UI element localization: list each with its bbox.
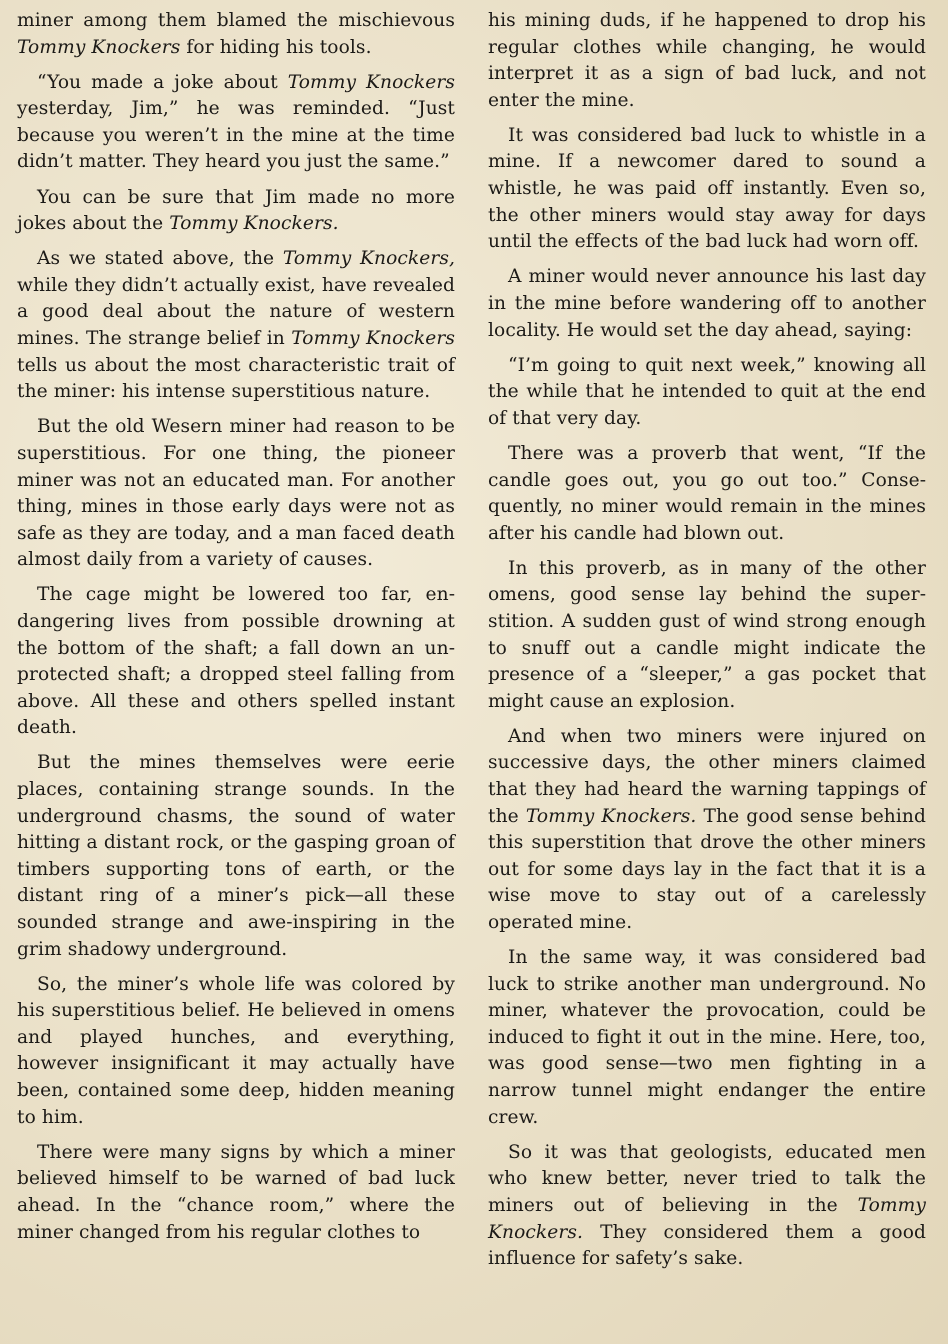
text-run: for hiding his tools. <box>180 36 372 58</box>
paragraph <box>488 353 926 433</box>
paragraph <box>17 972 455 1132</box>
paragraph <box>488 1140 926 1273</box>
paragraph <box>17 246 455 406</box>
italic-text: Tommy Knockers <box>291 328 456 350</box>
text-run: A miner would never announce his last day in the mine before wandering off to another locality. He would set the day ahead, saying: <box>488 266 926 341</box>
text-run: So, the miner’s whole life was colored by his superstitious belief. He believed in omens and played hunches, and everything, however insignificant it may actually have been, contained some deep, hidden meaning to him. <box>17 973 455 1128</box>
right-text-column <box>488 8 926 1281</box>
italic-text: Tommy Knockers, <box>282 248 455 270</box>
paragraph <box>488 945 926 1131</box>
paragraph <box>488 8 926 114</box>
text-run: In the same way, it was considered bad luck to strike another man underground. No miner, whatever the provocation, could be induced to fight it out in the mine. Here, too, was good sense—two men fighting in a narrow tunnel might endanger the entire crew. <box>488 947 926 1128</box>
text-run: It was considered bad luck to whistle in a mine. If a newcomer dared to sound a whistle, he was paid off instantly. Even so, the other miners would stay away for days until the effects of the bad luck had worn off. <box>488 124 926 253</box>
paragraph <box>17 70 455 176</box>
text-run: The cage might be lowered too far, endangering lives from possible drowning at the bottom of the shaft; a fall down an unprotected shaft; a dropped steel falling from above. All these and others spelled instant death. <box>17 584 455 739</box>
paragraph <box>488 123 926 256</box>
text-run: But the mines themselves were eerie places, containing strange sounds. In the underground chasms, the sound of water hitting a distant rock, or the gasping groan of timbers supporting tons of earth, or the distant ring of a miner’s pick—all these sounded strange and awe-inspiring in the grim shadowy underground. <box>17 752 455 960</box>
paragraph <box>17 414 455 574</box>
paragraph <box>17 1140 455 1246</box>
text-run: But the old Wesern miner had reason to be superstitious. For one thing, the pioneer miner was not an educated man. For another thing, mines in those early days were not as safe as they are today, and a man faced death almost daily from a variety of causes. <box>17 416 455 571</box>
italic-text: Tommy Knockers. <box>169 213 339 235</box>
text-run: The good sense behind this superstition that drove the other miners out for some days lay in the fact that it is a wise move to stay out of a carelessly operated mine. <box>488 805 927 933</box>
text-run: miner among them blamed the mischievous <box>17 10 455 31</box>
text-run: You can be sure that Jim made no more jokes about the <box>17 186 455 235</box>
text-run: There were many signs by which a miner believed himself to be warned of bad luck ahead. In the “chance room,” where the miner changed from his regular clothes to <box>17 1141 455 1243</box>
left-text-column <box>17 8 455 1255</box>
text-run: There was a proverb that went, “If the candle goes out, you go out too.” Consequently, no miner would remain in the mines after his candle had blown out. <box>488 442 926 544</box>
italic-text: Tommy Knockers. <box>525 805 697 827</box>
text-run: And when two miners were injured on successive days, the other miners claimed that they had heard the warning tappings of the <box>488 725 926 827</box>
text-run: yesterday, Jim,” he was reminded. “Just because you weren’t in the mine at the time didn’t matter. They heard you just the same.” <box>17 98 455 173</box>
text-run: while they didn’t actually exist, have revealed a good deal about the nature of western mines. The strange belief in <box>17 274 455 350</box>
paragraph <box>17 582 455 742</box>
text-run: “I’m going to quit next week,” knowing all the while that he intended to quit at the end of that very day. <box>488 354 926 429</box>
text-run: his mining duds, if he happened to drop his regular clothes while changing, he would interpret it as a sign of bad luck, and not enter the mine. <box>488 10 926 111</box>
text-run: In this proverb, as in many of the other omens, good sense lay behind the superstition. A sudden gust of wind strong enough to snuff out a candle might indicate the presence of a “sleeper,” a gas pocket that might cause an explosion. <box>488 557 926 712</box>
text-run: As we stated above, the <box>37 248 283 270</box>
text-run: They considered them a good influence for safety’s sake. <box>488 1221 926 1270</box>
text-run: So it was that geologists, educated men who knew better, never tried to talk the miners out of believing in the <box>488 1141 926 1216</box>
text-run: tells us about the most characteristic trait of the miner: his intense superstitious nature. <box>17 354 455 403</box>
paragraph <box>17 8 455 61</box>
paragraph <box>488 264 926 344</box>
italic-text: Tommy Knockers <box>287 71 455 93</box>
italic-text: Tommy Knockers <box>17 36 181 58</box>
paragraph <box>488 441 926 547</box>
text-run: “You made a joke about <box>37 71 288 93</box>
paragraph <box>17 185 455 238</box>
italic-text: Tommy Knockers. <box>488 1194 926 1243</box>
paragraph <box>17 750 455 963</box>
paragraph <box>488 556 926 716</box>
paragraph <box>488 724 926 937</box>
